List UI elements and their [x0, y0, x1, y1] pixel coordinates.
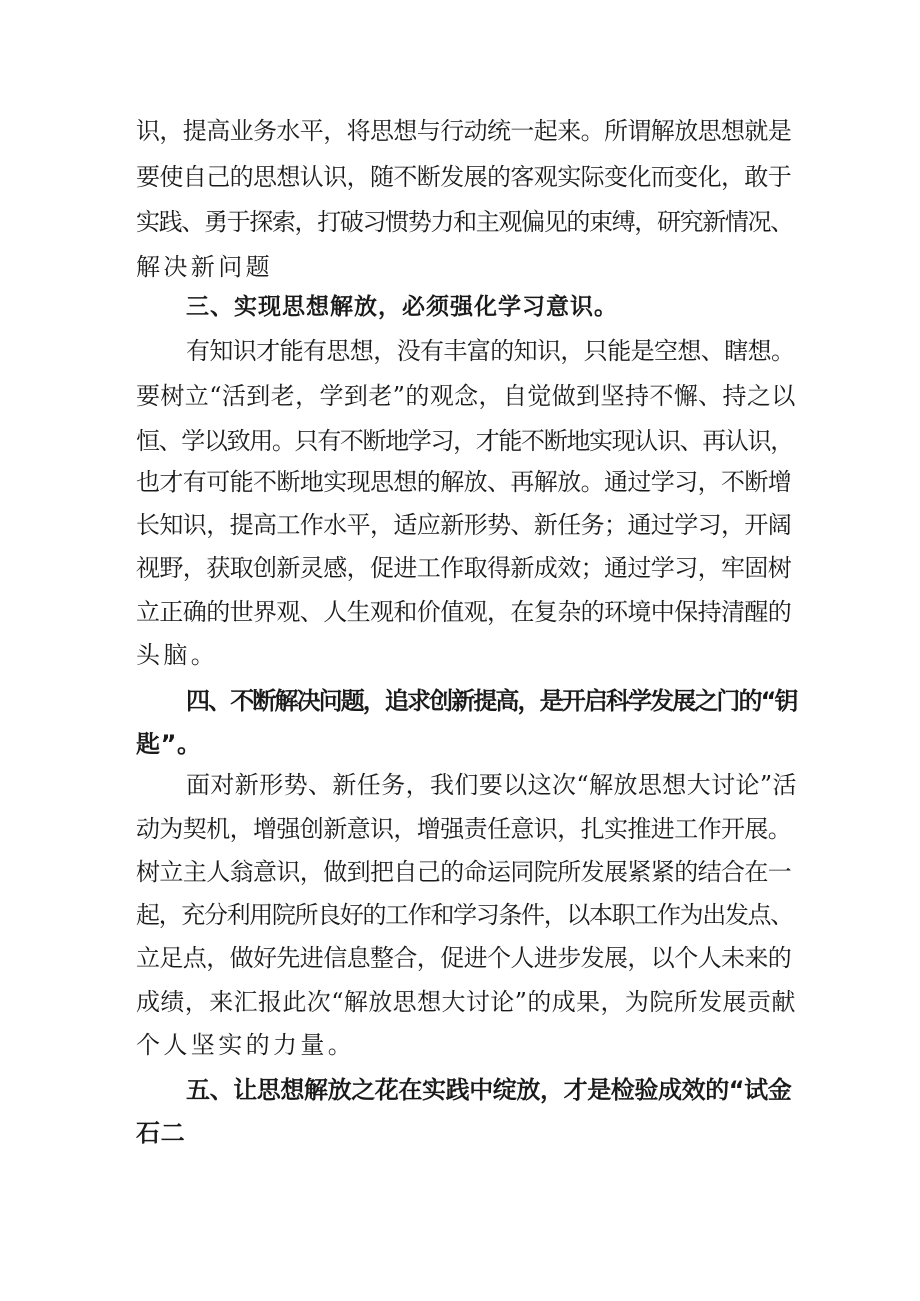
paragraph-line: 长知识，提高工作水平，适应新形势、新任务；通过学习，开阔 [136, 511, 792, 539]
section-heading-4-continued: 匙”。 [136, 730, 202, 758]
paragraph-line: 有知识才能有思想，没有丰富的知识，只能是空想、瞎想。 [186, 337, 795, 365]
paragraph-line: 起，充分利用院所良好的工作和学习条件，以本职工作为出发点、 [136, 901, 793, 929]
paragraph-line: 识，提高业务水平，将思想与行动统一起来。所谓解放思想就是 [136, 117, 792, 145]
paragraph-line: 成绩，来汇报此次“解放思想大讨论”的成果，为院所发展贡献 [136, 988, 796, 1016]
paragraph-line: 要树立“活到老，学到老”的观念，自觉做到坚持不懈、持之以 [136, 382, 796, 410]
section-heading-5: 五、让思想解放之花在实践中绽放，才是检验成效的“试金 [186, 1076, 792, 1104]
paragraph-line: 视野，获取创新灵感，促进工作取得新成效；通过学习，牢固树 [136, 554, 792, 582]
paragraph-line: 也才有可能不断地实现思想的解放、再解放。通过学习，不断增 [136, 468, 792, 496]
section-heading-3: 三、实现思想解放，必须强化学习意识。 [186, 294, 618, 320]
paragraph-line: 头脑。 [136, 641, 219, 669]
paragraph-line: 实践、勇于探索，打破习惯势力和主观偏见的束缚，研究新情况、 [136, 208, 793, 236]
paragraph-line: 立正确的世界观、人生观和价值观，在复杂的环境中保持清醒的 [136, 598, 792, 626]
paragraph-line: 树立主人翁意识，做到把自己的命运同院所发展紧紧的结合在一 [136, 858, 792, 886]
paragraph-line: 立足点，做好先进信息整合，促进个人进步发展，以个人未来的 [136, 944, 792, 972]
paragraph-line: 面对新形势、新任务，我们要以这次“解放思想大讨论”活 [186, 771, 797, 799]
section-heading-4: 四、不断解决问题，追求创新提高，是开启科学发展之门的“钥 [186, 687, 797, 715]
paragraph-line: 解决新问题 [136, 253, 273, 281]
section-heading-5-continued: 石二 [136, 1119, 186, 1147]
paragraph-line: 要使自己的思想认识，随不断发展的客观实际变化而变化，敢于 [136, 163, 792, 191]
paragraph-line: 个人坚实的力量。 [136, 1031, 356, 1059]
paragraph-line: 动为契机，增强创新意识，增强责任意识，扎实推进工作开展。 [136, 815, 792, 843]
paragraph-line: 恒、学以致用。只有不断地学习，才能不断地实现认识、再认识， [136, 427, 793, 455]
